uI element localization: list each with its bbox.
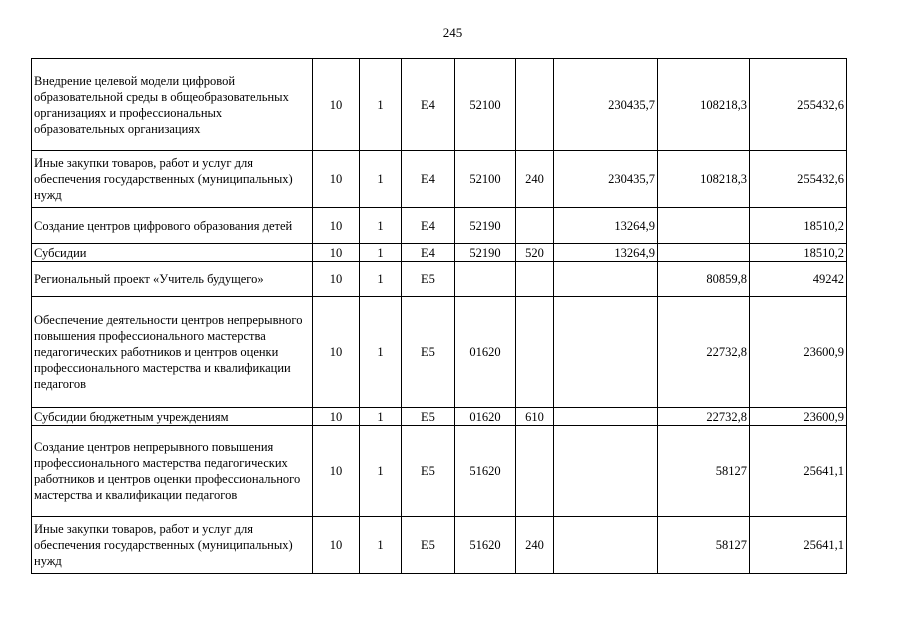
row-name: Создание центров непрерывного повышения профессионального мастерства педагогических работников и центров оценки профессионального мастерства и квалификации педагогов: [32, 426, 313, 517]
section-code: 10: [313, 426, 360, 517]
row-name: Создание центров цифрового образования детей: [32, 208, 313, 244]
amount-col-3: 23600,9: [750, 297, 847, 408]
amount-col-1: 13264,9: [554, 244, 658, 262]
table-row: [32, 59, 847, 151]
amount-col-2: 58127: [658, 426, 750, 517]
target-article-prefix: E4: [402, 208, 455, 244]
amount-col-1: 13264,9: [554, 208, 658, 244]
target-article-code: 51620: [455, 517, 516, 574]
amount-col-3: 23600,9: [750, 408, 847, 426]
section-code: 10: [313, 262, 360, 297]
amount-col-2: 108218,3: [658, 151, 750, 208]
amount-col-3: 18510,2: [750, 208, 847, 244]
target-article-code: 01620: [455, 297, 516, 408]
target-article-code: 52190: [455, 244, 516, 262]
target-article-code: 01620: [455, 408, 516, 426]
section-code: 10: [313, 408, 360, 426]
row-name: Субсидии бюджетным учреждениям: [32, 408, 313, 426]
subsection-code: 1: [360, 297, 402, 408]
target-article-prefix: E4: [402, 244, 455, 262]
target-article-prefix: E5: [402, 426, 455, 517]
amount-col-2: 22732,8: [658, 297, 750, 408]
target-article-code: 52100: [455, 59, 516, 151]
section-code: 10: [313, 151, 360, 208]
subsection-code: 1: [360, 151, 402, 208]
target-article-code: 52190: [455, 208, 516, 244]
amount-col-2: 58127: [658, 517, 750, 574]
target-article-prefix: E5: [402, 262, 455, 297]
amount-col-1: [554, 262, 658, 297]
table-row: [32, 244, 847, 262]
amount-col-3: 25641,1: [750, 426, 847, 517]
amount-col-2: [658, 244, 750, 262]
subsection-code: 1: [360, 262, 402, 297]
row-name: Региональный проект «Учитель будущего»: [32, 262, 313, 297]
amount-col-2: 22732,8: [658, 408, 750, 426]
amount-col-3: 49242: [750, 262, 847, 297]
subsection-code: 1: [360, 517, 402, 574]
section-code: 10: [313, 517, 360, 574]
expense-type-code: [516, 208, 554, 244]
table-row: [32, 517, 847, 574]
subsection-code: 1: [360, 208, 402, 244]
section-code: 10: [313, 208, 360, 244]
target-article-code: [455, 262, 516, 297]
subsection-code: 1: [360, 59, 402, 151]
amount-col-3: 25641,1: [750, 517, 847, 574]
amount-col-3: 255432,6: [750, 151, 847, 208]
expense-type-code: [516, 426, 554, 517]
row-name: Обеспечение деятельности центров непрерывного повышения профессионального мастерства педагогических работников и центров оценки профессионального мастерства и квалификации педагогов: [32, 297, 313, 408]
table-body: [32, 59, 847, 574]
target-article-code: 51620: [455, 426, 516, 517]
amount-col-3: 18510,2: [750, 244, 847, 262]
row-name: Иные закупки товаров, работ и услуг для обеспечения государственных (муниципальных) нужд: [32, 151, 313, 208]
table-row: [32, 151, 847, 208]
expense-type-code: [516, 262, 554, 297]
budget-table: [31, 58, 847, 574]
table-row: [32, 408, 847, 426]
amount-col-2: 80859,8: [658, 262, 750, 297]
table-row: [32, 426, 847, 517]
target-article-code: 52100: [455, 151, 516, 208]
amount-col-3: 255432,6: [750, 59, 847, 151]
section-code: 10: [313, 297, 360, 408]
table-row: [32, 297, 847, 408]
expense-type-code: 520: [516, 244, 554, 262]
subsection-code: 1: [360, 426, 402, 517]
amount-col-1: [554, 426, 658, 517]
subsection-code: 1: [360, 408, 402, 426]
amount-col-1: 230435,7: [554, 59, 658, 151]
amount-col-1: [554, 297, 658, 408]
row-name: Иные закупки товаров, работ и услуг для обеспечения государственных (муниципальных) нужд: [32, 517, 313, 574]
expense-type-code: 240: [516, 151, 554, 208]
target-article-prefix: E5: [402, 517, 455, 574]
amount-col-1: 230435,7: [554, 151, 658, 208]
table-row: [32, 208, 847, 244]
amount-col-2: 108218,3: [658, 59, 750, 151]
target-article-prefix: E5: [402, 297, 455, 408]
target-article-prefix: E4: [402, 151, 455, 208]
page-number: 245: [442, 25, 463, 40]
expense-type-code: 240: [516, 517, 554, 574]
section-code: 10: [313, 244, 360, 262]
amount-col-1: [554, 408, 658, 426]
section-code: 10: [313, 59, 360, 151]
expense-type-code: [516, 59, 554, 151]
table-row: [32, 262, 847, 297]
amount-col-1: [554, 517, 658, 574]
expense-type-code: 610: [516, 408, 554, 426]
subsection-code: 1: [360, 244, 402, 262]
row-name: Субсидии: [32, 244, 313, 262]
target-article-prefix: E5: [402, 408, 455, 426]
expense-type-code: [516, 297, 554, 408]
amount-col-2: [658, 208, 750, 244]
row-name: Внедрение целевой модели цифровой образовательной среды в общеобразовательных организациях и профессиональных образовательных организациях: [32, 59, 313, 151]
target-article-prefix: E4: [402, 59, 455, 151]
